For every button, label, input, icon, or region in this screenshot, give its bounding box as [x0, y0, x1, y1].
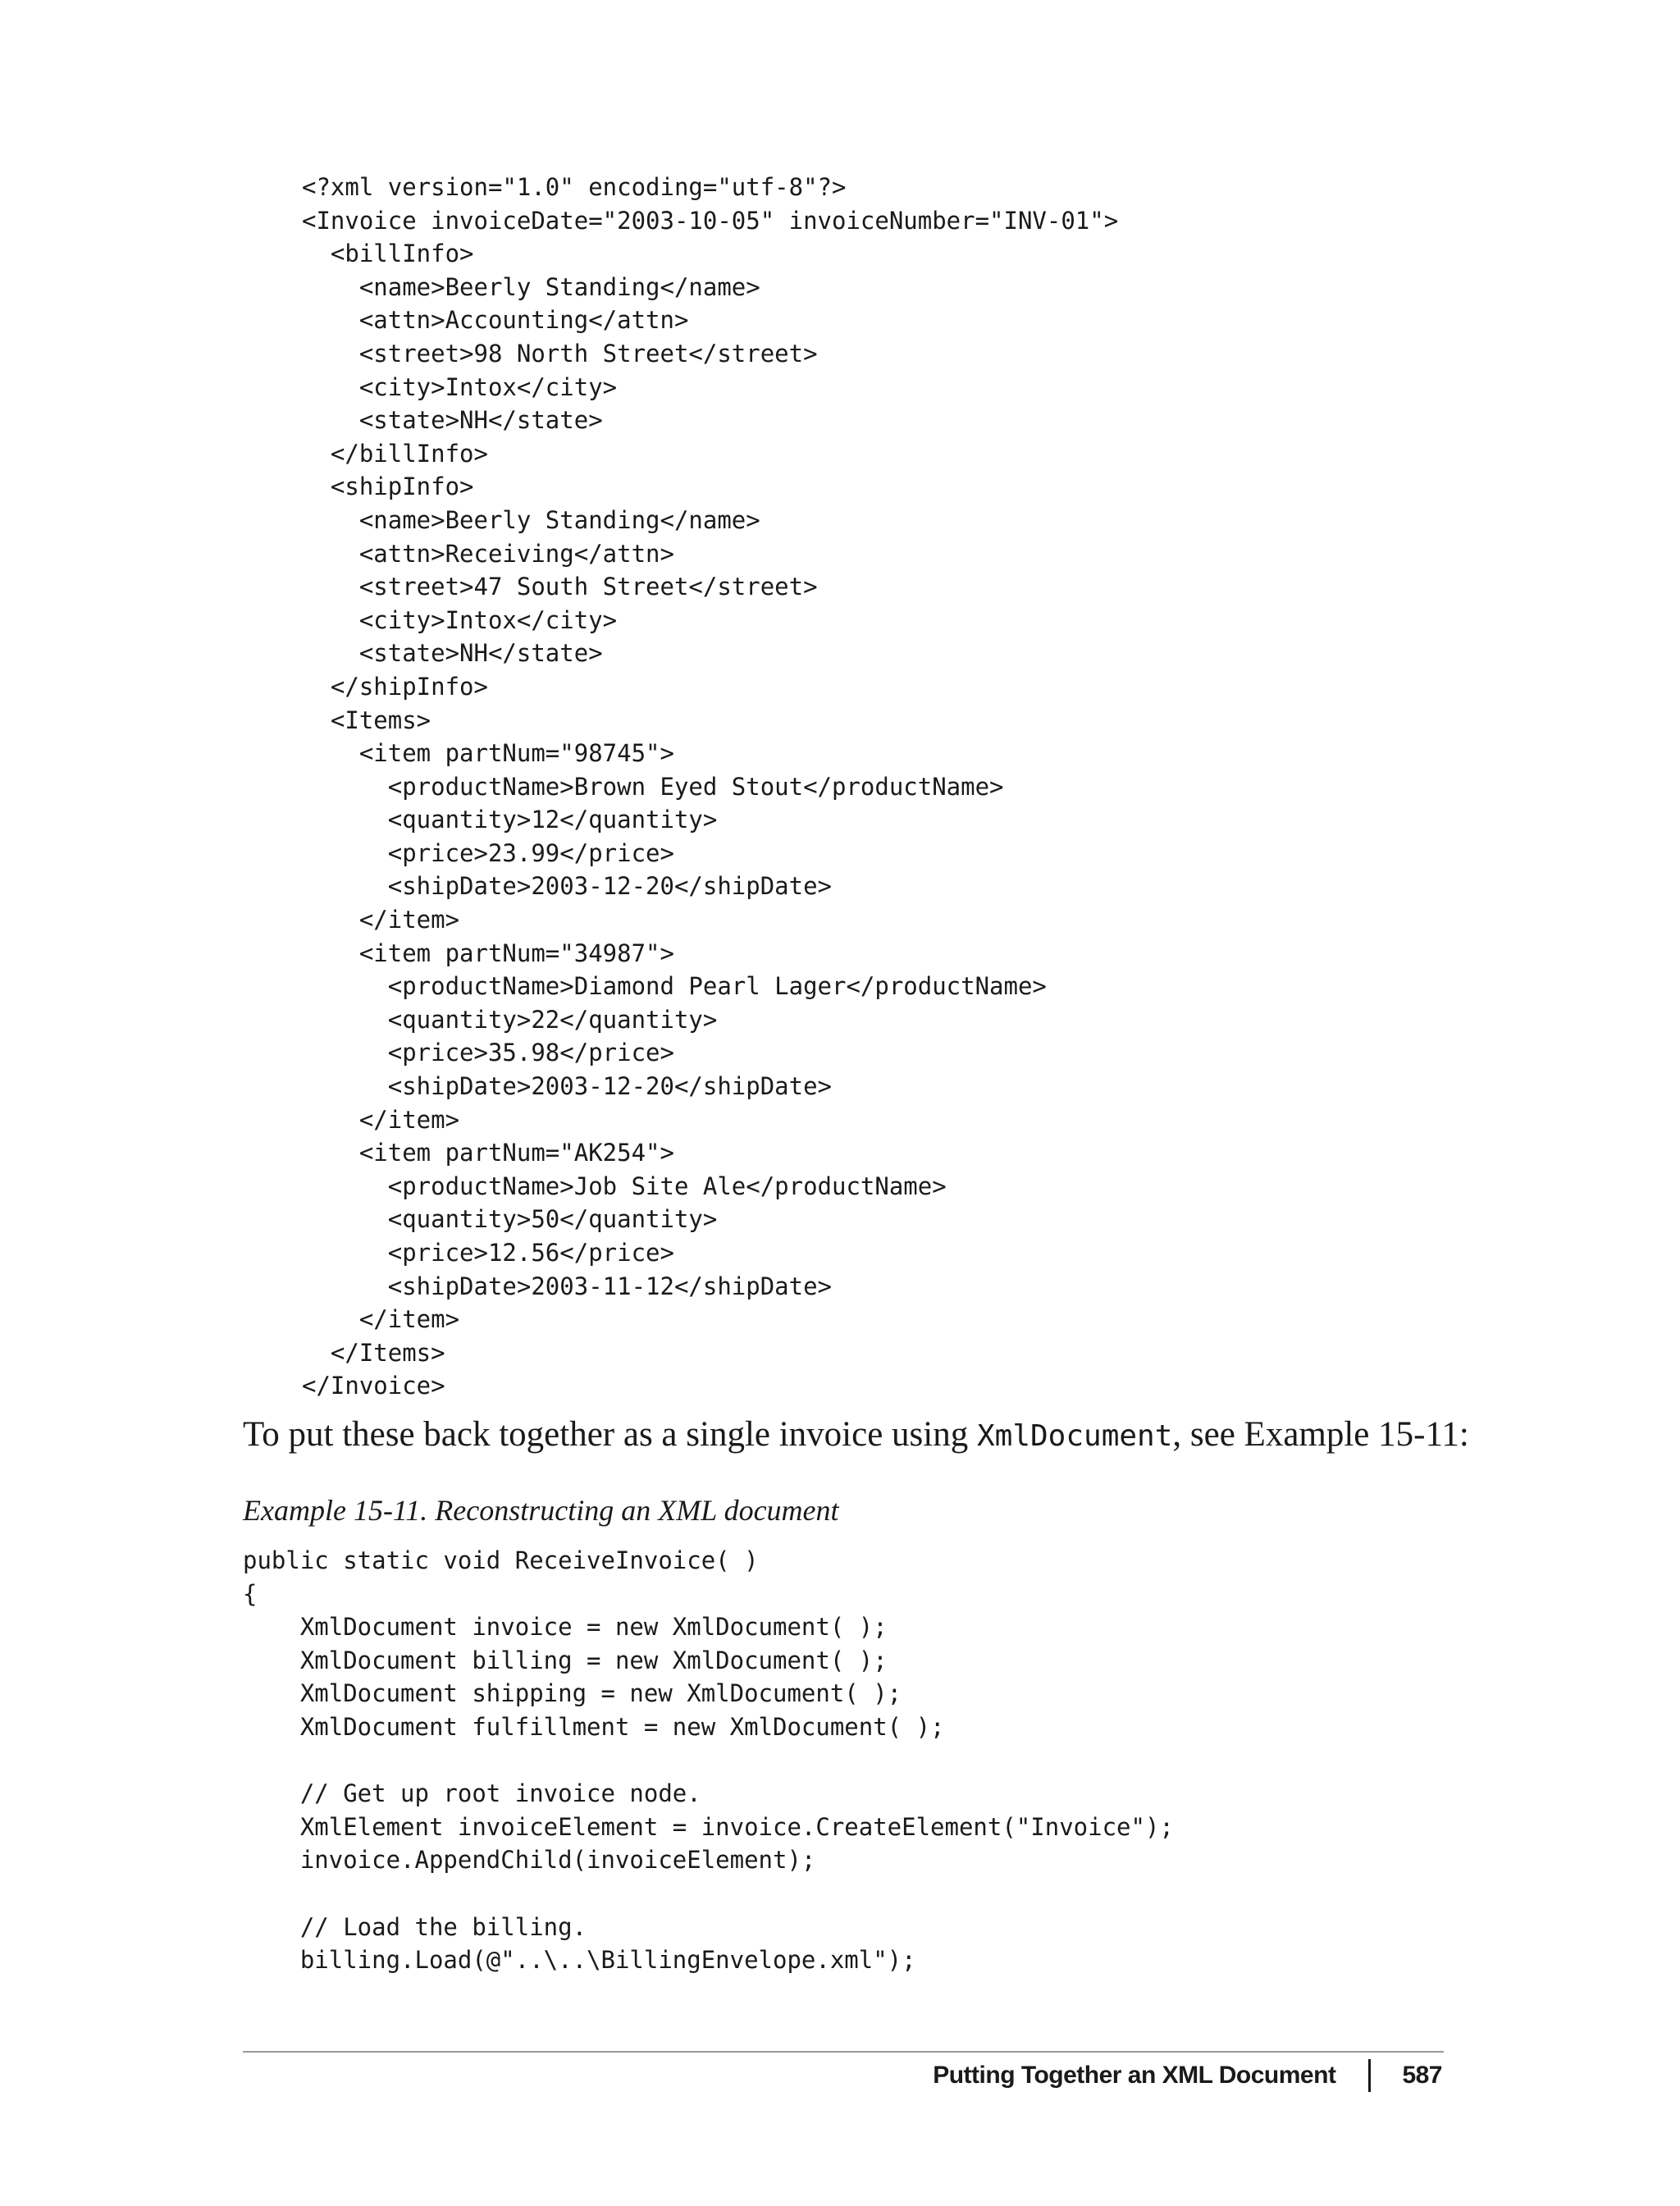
code-line: // Get up root invoice node. [243, 1779, 701, 1808]
footer-separator [1368, 2059, 1371, 2092]
code-line: <productName>Brown Eyed Stout</productName> [302, 772, 1004, 801]
code-line: <name>Beerly Standing</name> [302, 505, 760, 534]
code-line: XmlDocument shipping = new XmlDocument( ); [243, 1679, 902, 1708]
footer-rule [243, 2051, 1444, 2053]
code-line: <state>NH</state> [302, 406, 603, 435]
code-line: public static void ReceiveInvoice( ) [243, 1546, 759, 1574]
code-line: <quantity>22</quantity> [302, 1005, 718, 1034]
code-line: <item partNum="34987"> [302, 939, 674, 967]
code-line: <price>12.56</price> [302, 1239, 674, 1267]
code-line: <quantity>50</quantity> [302, 1205, 718, 1234]
code-line: <attn>Accounting</attn> [302, 306, 689, 335]
code-line: <city>Intox</city> [302, 605, 618, 634]
code-line: </item> [302, 1305, 460, 1334]
code-line: { [243, 1579, 258, 1608]
code-line: invoice.AppendChild(invoiceElement); [243, 1846, 816, 1875]
code-line: <shipDate>2003-11-12</shipDate> [302, 1272, 833, 1300]
code-line: <city>Intox</city> [302, 372, 618, 401]
paragraph-text-before: To put these back together as a single invoice using [243, 1415, 977, 1454]
code-line: <?xml version="1.0" encoding="utf-8"?> [302, 173, 847, 201]
code-line: </item> [302, 1105, 460, 1134]
code-line: <shipDate>2003-12-20</shipDate> [302, 872, 833, 901]
code-line: billing.Load(@"..\..\BillingEnvelope.xml"); [243, 1946, 916, 1975]
code-line: <Items> [302, 706, 431, 734]
code-line [243, 1744, 1174, 1778]
code-line: </billInfo> [302, 439, 488, 468]
code-line: <state>NH</state> [302, 639, 603, 668]
code-line: <item partNum="98745"> [302, 739, 674, 768]
code-line: <shipDate>2003-12-20</shipDate> [302, 1072, 833, 1101]
code-line: <Invoice invoiceDate="2003-10-05" invoiceNumber="INV-01"> [302, 206, 1119, 235]
code-line: <name>Beerly Standing</name> [302, 272, 760, 301]
example-caption: Example 15-11. Reconstructing an XML document [243, 1494, 839, 1527]
csharp-code-listing [243, 1544, 1174, 1977]
page-footer [933, 2059, 1442, 2092]
code-line: </Invoice> [302, 1372, 445, 1400]
code-line: // Load the billing. [243, 1912, 587, 1941]
code-line: <productName>Diamond Pearl Lager</productName> [302, 972, 1047, 1001]
code-line: <price>23.99</price> [302, 838, 674, 867]
code-line: XmlElement invoiceElement = invoice.CreateElement("Invoice"); [243, 1812, 1174, 1841]
inline-code-xmldocument: XmlDocument [976, 1419, 1173, 1453]
page-number: 587 [1402, 2062, 1442, 2089]
code-line: </shipInfo> [302, 672, 488, 701]
paragraph-text-after: , see Example 15-11: [1172, 1415, 1469, 1454]
xml-code-listing [302, 171, 1118, 1403]
code-line: <billInfo> [302, 240, 474, 268]
code-line: <productName>Job Site Ale</productName> [302, 1172, 947, 1200]
code-line [243, 1877, 1174, 1911]
code-line: <item partNum="AK254"> [302, 1139, 674, 1167]
body-paragraph [243, 1414, 1469, 1455]
code-line: <attn>Receiving</attn> [302, 539, 674, 568]
code-line: </Items> [302, 1338, 445, 1367]
code-line: XmlDocument fulfillment = new XmlDocument( ); [243, 1712, 945, 1741]
code-line: XmlDocument billing = new XmlDocument( ); [243, 1646, 888, 1674]
code-line: <price>35.98</price> [302, 1039, 674, 1067]
running-footer-title: Putting Together an XML Document [933, 2062, 1336, 2089]
code-line: <shipInfo> [302, 473, 474, 501]
code-line: <street>47 South Street</street> [302, 573, 818, 601]
code-line: </item> [302, 906, 460, 934]
code-line: XmlDocument invoice = new XmlDocument( ); [243, 1613, 888, 1642]
code-line: <quantity>12</quantity> [302, 806, 718, 834]
code-line: <street>98 North Street</street> [302, 339, 818, 368]
